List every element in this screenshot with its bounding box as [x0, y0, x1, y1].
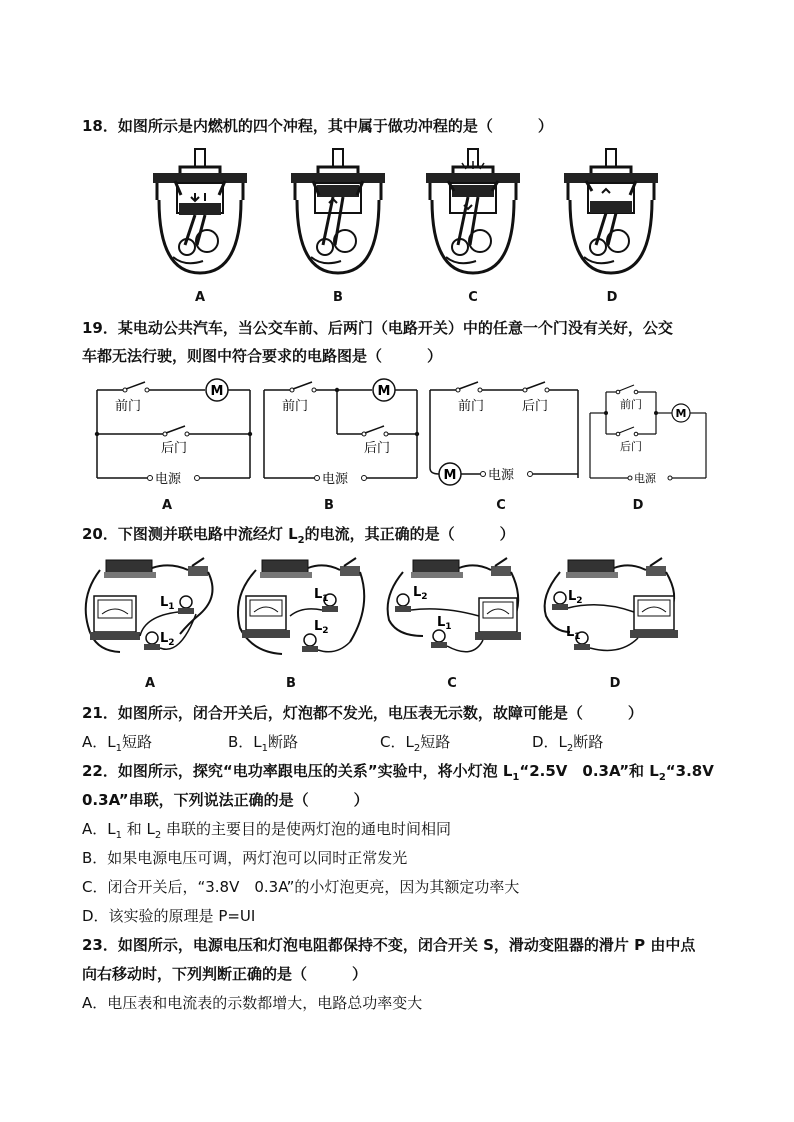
q21-option-b[interactable]: B．$L_1$断路: [228, 733, 299, 754]
q19-label-d: D: [632, 498, 644, 513]
svg-text:L2: $L_2$: [568, 589, 583, 606]
q23-stem-line1: 23．如图所示，电源电压和灯泡电阻都保持不变，闭合开关 S，滑动变阻器的滑片 P 由中点: [82, 936, 696, 954]
q18-label-a: A: [194, 290, 206, 305]
svg-text:L1: $L_1$: [314, 587, 329, 604]
q22-stem-line1: 22．如图所示，探究“电功率跟电压的关系”实验中，将小灯泡 $L_1“2.5V$ 0.3A”和 $L_2“3.8V$: [82, 762, 714, 783]
q19-circuit-b: [262, 378, 422, 487]
q19-stem-line1: 19．某电动公共汽车，当公交车前、后两门（电路开关）中的任意一个门没有关好，公交: [82, 319, 673, 337]
q22-option-c[interactable]: C．闭合开关后，“3.8V 0.3A”的小灯泡更亮，因为其额定功率大: [82, 878, 520, 896]
q21-stem: 21．如图所示，闭合开关后，灯泡都不发光，电压表无示数，故障可能是（ ）: [82, 704, 643, 722]
q20-circuit-c: [383, 556, 523, 666]
q21-option-d[interactable]: D．$L_2$断路: [532, 733, 604, 754]
q20-label-a: A: [144, 676, 156, 691]
svg-text:L2: $L_2$: [314, 619, 329, 636]
svg-text:M: M: [443, 468, 457, 483]
svg-text:电源: 电源: [155, 472, 182, 487]
svg-text:M: M: [377, 384, 391, 399]
q20-stem: 20．下图测并联电路中流经灯 $L_2$的电流，其正确的是（ ）: [82, 525, 515, 546]
q20-label-c: C: [447, 676, 457, 691]
q20-circuit-a: [80, 556, 220, 666]
svg-text:前门: 前门: [282, 399, 309, 414]
q19-circuit-d: [588, 378, 718, 483]
svg-text:前门: 前门: [458, 399, 485, 414]
q18-engine-d: [556, 145, 666, 280]
q18-label-d: D: [606, 290, 618, 305]
q22-option-a[interactable]: A．$L_1$ 和 $L_2$ 串联的主要目的是使两灯泡的通电时间相同: [82, 820, 452, 841]
q19-label-a: A: [161, 498, 173, 513]
q21-option-a[interactable]: A．$L_1$短路: [82, 733, 153, 754]
q18-label-c: C: [468, 290, 478, 305]
svg-text:L2: $L_2$: [160, 631, 175, 648]
q22-option-d[interactable]: D．该实验的原理是 P=UI: [82, 907, 256, 925]
q20-label-b: B: [286, 676, 296, 691]
svg-text:L1: $L_1$: [160, 595, 175, 612]
svg-text:L1: $L_1$: [437, 615, 452, 632]
svg-text:M: M: [210, 384, 224, 399]
svg-text:后门: 后门: [161, 441, 188, 456]
q19-label-b: B: [324, 498, 334, 513]
q20-label-d: D: [609, 676, 621, 691]
q18-engine-a: [145, 145, 255, 280]
q22-stem-line2: 0.3A”串联，下列说法正确的是（ ）: [82, 791, 369, 809]
svg-text:后门: 后门: [364, 441, 391, 456]
q19-circuit-a: [95, 378, 255, 487]
q20-circuit-d: [540, 556, 680, 666]
q18-engine-b: [283, 145, 393, 280]
q22-option-b[interactable]: B．如果电源电压可调，两灯泡可以同时正常发光: [82, 849, 408, 867]
svg-text:电源: 电源: [322, 472, 349, 487]
q18-label-b: B: [333, 290, 343, 305]
q19-circuit-c: [428, 378, 588, 483]
svg-text:电源: 电源: [488, 468, 515, 483]
svg-text:L1: $L_1$: [566, 625, 581, 642]
svg-text:前门: 前门: [620, 398, 642, 411]
q21-option-c[interactable]: C．$L_2$短路: [380, 733, 451, 754]
q20-circuit-b: [232, 556, 372, 666]
q19-label-c: C: [496, 498, 506, 513]
svg-text:M: M: [675, 407, 687, 420]
q18-stem: 18．如图所示是内燃机的四个冲程，其中属于做功冲程的是（ ）: [82, 117, 553, 135]
q19-stem-line2: 车都无法行驶，则图中符合要求的电路图是（ ）: [82, 347, 443, 365]
q23-stem-line2: 向右移动时，下列判断正确的是（ ）: [82, 965, 368, 983]
svg-text:前门: 前门: [115, 399, 142, 414]
q23-option-a[interactable]: A．电压表和电流表的示数都增大，电路总功率变大: [82, 994, 423, 1012]
svg-text:电源: 电源: [634, 472, 656, 485]
svg-text:后门: 后门: [522, 399, 549, 414]
svg-text:后门: 后门: [620, 440, 642, 453]
q18-engine-c: [418, 145, 528, 280]
svg-text:L2: $L_2$: [413, 585, 428, 602]
